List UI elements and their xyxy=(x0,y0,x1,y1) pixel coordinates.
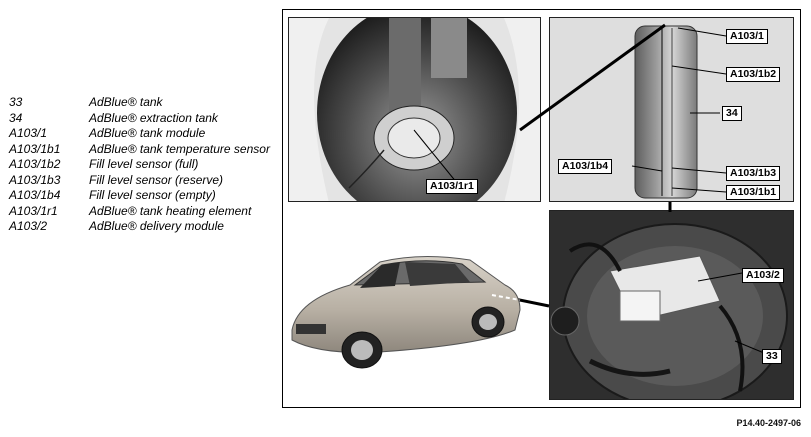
legend-row xyxy=(9,188,279,204)
legend-code: 33 xyxy=(9,95,23,109)
callout-delivery-module: A103/2 xyxy=(742,268,784,283)
delivery-module-photo xyxy=(549,210,794,400)
figure-caption: P14.40-2497-06 xyxy=(736,418,801,428)
callout-extraction-tank: 34 xyxy=(722,106,742,121)
legend xyxy=(9,95,279,235)
legend-code: A103/1b1 xyxy=(9,141,61,156)
callout-heating-element: A103/1r1 xyxy=(426,179,478,194)
legend-code: A103/1r1 xyxy=(9,203,58,218)
legend-code: A103/2 xyxy=(9,219,48,233)
legend-desc: AdBlue® delivery module xyxy=(89,219,224,233)
legend-row xyxy=(9,111,279,127)
legend-row xyxy=(9,142,279,158)
legend-code: A103/1b2 xyxy=(9,157,61,171)
legend-row xyxy=(9,219,279,235)
legend-code: A103/1b3 xyxy=(9,172,61,187)
legend-row xyxy=(9,126,279,142)
legend-desc: Fill level sensor (full) xyxy=(89,157,199,171)
callout-fill-reserve: A103/1b3 xyxy=(726,166,780,181)
legend-code: A103/1b4 xyxy=(9,188,61,202)
legend-desc: Fill level sensor (reserve) xyxy=(89,172,224,187)
legend-desc: AdBlue® tank xyxy=(89,95,163,109)
heating-element-photo xyxy=(288,17,541,202)
legend-desc: AdBlue® tank temperature sensor xyxy=(89,141,270,156)
callout-fill-empty: A103/1b4 xyxy=(558,159,612,174)
legend-code: 34 xyxy=(9,110,23,125)
legend-row xyxy=(9,95,279,111)
legend-row xyxy=(9,204,279,220)
tank-module-photo xyxy=(549,17,794,202)
callout-temp-sensor: A103/1b1 xyxy=(726,185,780,200)
callout-adblue-tank: 33 xyxy=(762,349,782,364)
legend-code: A103/1 xyxy=(9,126,48,140)
legend-desc: Fill level sensor (empty) xyxy=(89,188,216,202)
heating-element-illustration xyxy=(289,18,541,202)
delivery-module-illustration xyxy=(550,211,794,400)
legend-desc: AdBlue® tank module xyxy=(89,126,206,140)
callout-tank-module: A103/1 xyxy=(726,29,768,44)
callout-fill-full: A103/1b2 xyxy=(726,67,780,82)
legend-desc: AdBlue® extraction tank xyxy=(89,110,218,125)
legend-row xyxy=(9,173,279,189)
legend-desc: AdBlue® tank heating element xyxy=(89,203,252,218)
legend-row xyxy=(9,157,279,173)
